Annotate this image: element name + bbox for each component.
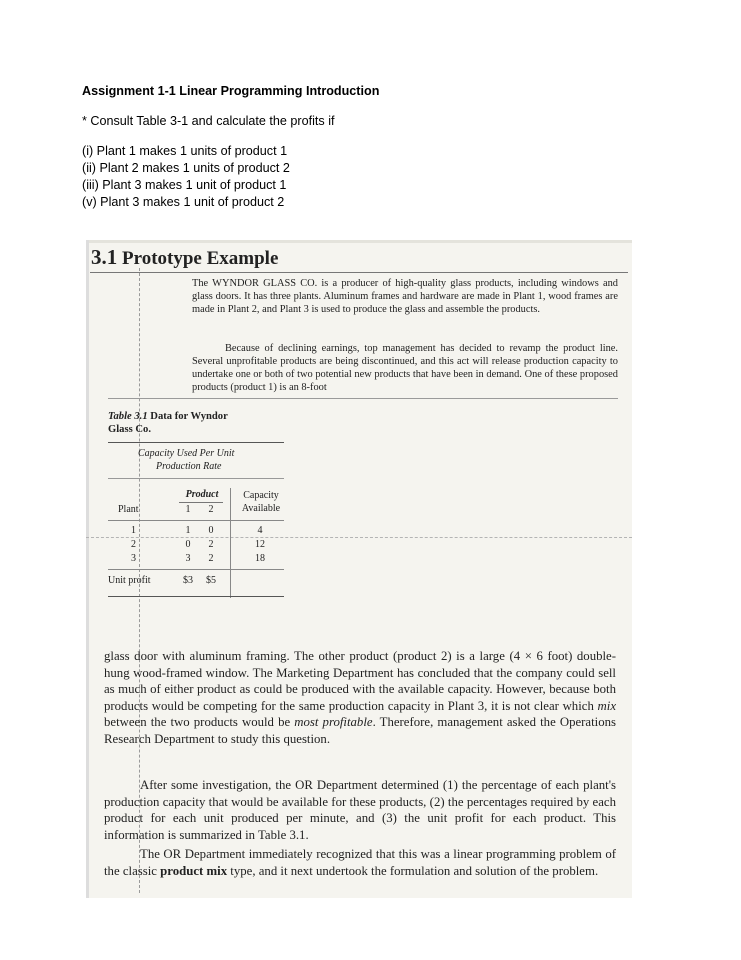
divider-rule: [108, 398, 618, 399]
table-bottom-rule: [108, 596, 284, 597]
question-item: (v) Plant 3 makes 1 unit of product 2: [82, 195, 285, 209]
product-header-rule: [179, 502, 223, 503]
plant-label: 1: [131, 525, 136, 536]
table-caption-line1: Data for Wyndor: [150, 411, 228, 422]
question-item: (i) Plant 1 makes 1 units of product 1: [82, 144, 288, 158]
product-col-1: 1: [185, 504, 191, 515]
body-paragraph-2: After some investigation, the OR Department determined (1) the percentage of each plant's production capacity that would be available for these products, (2) the percentages required by each product for each unit produced per minute, and (3) the unit profit for each product. This information is summarized in Table 3.1.: [104, 778, 616, 842]
product-col-2: 2: [208, 504, 214, 515]
intro-paragraph-1: The WYNDOR GLASS CO. is a producer of high-quality glass products, including windows and glass doors. It has three plants. Aluminum frames and hardware are made in Plant 1, wood frames are made in Plant 2, and Plant 3 is used to produce the glass and assemble the products.: [192, 278, 618, 316]
cell-plant3-product1: 3: [185, 553, 191, 564]
table-profit-rule: [108, 569, 284, 570]
body1-text: glass door with aluminum framing. The other product (product 2) is a large (4 × 6 foot) double-hung wood-framed window. The Marketing Department has concluded that the company could sell as much of either product as could be produced with the available capacity. However, because both products would be competing for the same production capacity in Plant 3, it is not clear which: [104, 649, 616, 713]
table-body-rule: [108, 520, 284, 521]
plant-header: Plant: [118, 504, 139, 515]
body3-text-end: type, and it next undertook the formulation and solution of the problem.: [227, 863, 599, 878]
body-paragraph-1: [104, 648, 616, 748]
capacity-used-header-line1: Capacity Used Per Unit: [138, 448, 235, 459]
scan-top-edge: [86, 240, 632, 243]
table-top-rule: [108, 442, 284, 443]
scan-left-edge: [86, 240, 89, 898]
capacity-available-header: [236, 489, 286, 515]
plant-label: 3: [131, 553, 136, 564]
capacity-used-header: [138, 447, 234, 473]
cell-plant1-capacity: 4: [257, 525, 263, 536]
table-header-rule: [108, 478, 284, 479]
unit-profit-product2: $5: [206, 575, 216, 586]
assignment-title: Assignment 1-1 Linear Programming Introduction: [82, 84, 380, 98]
body1-text-end: . Therefore, management asked the Operations Research Department to study this question.: [104, 715, 617, 746]
section-number: 3.1: [91, 245, 118, 269]
capacity-available-line2: Available: [241, 503, 281, 514]
capacity-used-header-line2: Production Rate: [156, 461, 222, 472]
unit-profit-label: Unit profit: [108, 575, 151, 586]
section-heading: [91, 245, 278, 270]
body1-emphasis-mix: mix: [597, 698, 616, 713]
body1-text-mid: between the two products would be: [104, 715, 295, 730]
cell-plant2-capacity: 12: [255, 539, 265, 550]
body1-emphasis-profitable: most profitable: [294, 715, 373, 730]
section-title: Prototype Example: [122, 248, 279, 269]
cell-plant3-capacity: 18: [255, 553, 265, 564]
table-column-divider: [230, 488, 231, 598]
body-paragraph-3: [104, 846, 616, 879]
question-item: (ii) Plant 2 makes 1 units of product 2: [82, 161, 290, 175]
cell-plant2-product1: 0: [185, 539, 191, 550]
intro-paragraph-2: Because of declining earnings, top management has decided to revamp the product line. Several unprofitable products are being discontinued, and this act will release production capacity to undertake one or both of two potential new products that have been in demand. One of these proposed products (product 1) is an 8-foot: [192, 343, 618, 394]
textbook-scan: [86, 240, 632, 898]
fold-line-horizontal: [86, 537, 632, 538]
cell-plant2-product2: 2: [208, 539, 214, 550]
capacity-available-line1: Capacity: [243, 490, 279, 501]
cell-plant1-product1: 1: [185, 525, 191, 536]
assignment-question-list: [82, 143, 290, 211]
cell-plant1-product2: 0: [208, 525, 214, 536]
body3-text: The OR Department immediately recognized that this was a linear programming problem of the classic: [104, 847, 616, 878]
body3-bold-product-mix: product mix: [160, 863, 228, 878]
plant-label: 2: [131, 539, 136, 550]
question-item: (iii) Plant 3 makes 1 unit of product 1: [82, 178, 287, 192]
unit-profit-product1: $3: [183, 575, 193, 586]
cell-plant3-product2: 2: [208, 553, 214, 564]
product-header: Product: [185, 489, 219, 500]
section-rule: [90, 272, 628, 273]
table-caption: [108, 410, 228, 436]
table-caption-label: Table 3.1: [108, 411, 148, 422]
table-caption-line2: Glass Co.: [108, 424, 151, 435]
assignment-instruction: * Consult Table 3-1 and calculate the profits if: [82, 114, 335, 128]
